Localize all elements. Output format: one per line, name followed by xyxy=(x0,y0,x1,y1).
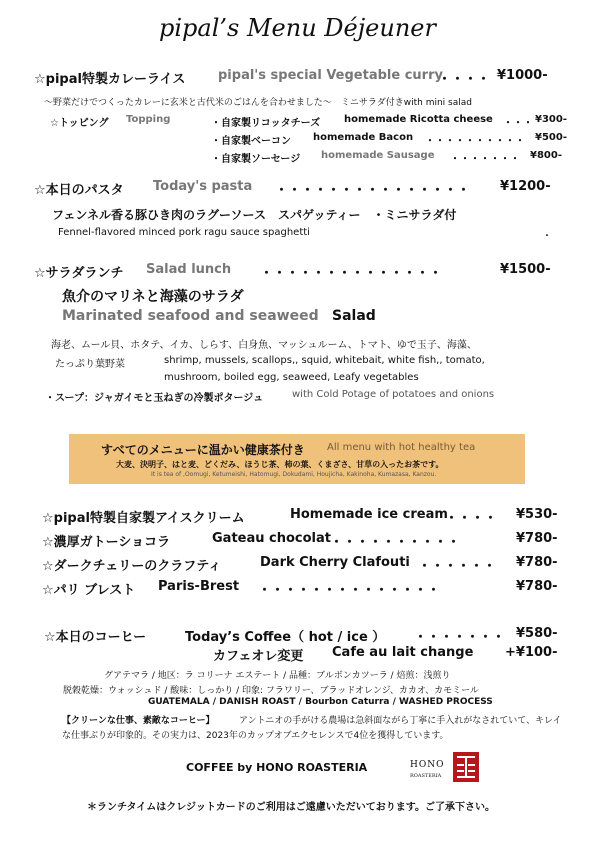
roaster-name: COFFEE by HONO ROASTERIA xyxy=(186,761,368,774)
footer-note: ＊ランチタイムはクレジットカードのご利用はご遠慮いただいております。ご了承下さい。 xyxy=(87,802,495,813)
cafe-au-lait-en: Cafe au lait change xyxy=(332,645,474,660)
salad-soup-jp: ・スープ：ジャガイモと玉ねぎの冷製ポタージュ xyxy=(45,393,264,404)
cafe-au-lait-jp: カフェオレ変更 xyxy=(213,649,304,664)
salad-ingredients-jp: 海老、ムール貝、ホタテ、イカ、しらす、白身魚、マッシュルーム、トマト、ゆで玉子、海藻、 xyxy=(51,340,477,351)
coffee-origin-en: GUATEMALA / DANISH ROAST / Bourbon Caturra / WASHED PROCESS xyxy=(148,697,493,707)
pasta-dish-en: Fennel-flavored minced pork ragu sauce spaghetti xyxy=(58,227,310,238)
logo-sub: ROASTERIA xyxy=(410,773,442,779)
curry-heading-en: pipal's special Vegetable curry xyxy=(218,68,443,83)
dessert-dots: ・・・・ xyxy=(445,511,498,526)
topping-jp: ・自家製ベーコン xyxy=(211,136,291,147)
topping-label: ☆トッピング xyxy=(50,118,109,129)
topping-en: homemade Bacon xyxy=(313,132,414,143)
topping-price: ¥500- xyxy=(535,132,567,143)
coffee-origin: 脱穀乾燥：ウォッシュド / 酸味：しっかり / 印象: フラワリー、ブラッドオレンジ、カカオ、カモミール xyxy=(63,686,479,696)
hono-roasteria-logo xyxy=(453,752,479,782)
menu-title: pipal’s Menu Déjeuner xyxy=(159,14,436,42)
cafe-au-lait-price: +¥100- xyxy=(505,645,558,660)
pasta-dot: ・ xyxy=(542,231,552,242)
dessert-jp: ☆濃厚ガトーショコラ xyxy=(42,535,171,550)
coffee-origin: グアテマラ / 地区：ラ コリーナ エステート / 品種：ブルボンカツーラ / 焙煎：浅煎り xyxy=(104,671,451,681)
salad-heading-en: Salad lunch xyxy=(146,262,232,277)
logo-word: HONO xyxy=(410,760,445,770)
topping-jp: ・自家製リコッタチーズ xyxy=(211,118,321,129)
dessert-jp: ☆pipal特製自家製アイスクリーム xyxy=(42,511,245,526)
dessert-price: ¥780- xyxy=(516,555,558,570)
curry-price: ¥1000- xyxy=(497,68,548,83)
pasta-dish-jp: フェンネル香る豚ひき肉のラグーソース スパゲッティー ・ミニサラダ付 xyxy=(52,208,457,222)
pasta-heading: ☆本日のパスタ xyxy=(34,183,124,198)
dessert-en: Homemade ice cream xyxy=(290,507,448,522)
coffee-heading: ☆本日のコーヒー xyxy=(44,630,147,645)
pasta-dots: ・・・・・・・・・・・・・・・ xyxy=(275,183,471,198)
topping-price: ¥300- xyxy=(535,114,567,125)
dessert-dots: ・・・・・・ xyxy=(418,559,497,574)
tea-banner-jp: すべてのメニューに温かい健康茶付き xyxy=(101,443,305,457)
tea-list-en: It is tea of ,Oomugi, Ketumeishi, Hatomugi, Dokudami, Houjicha, Kakinoha, Kumazasa, Kanzou. xyxy=(151,471,437,478)
dessert-dots: ・・・・・・・・・・ xyxy=(330,535,461,550)
coffee-note: な仕事ぶりが印象的。その実力は、2023年のカップオブエクセレンスで4位を獲得しています。 xyxy=(62,731,449,741)
topping-price: ¥800- xyxy=(530,150,562,161)
salad-ingredients-jp: たっぷり葉野菜 xyxy=(55,359,125,370)
dessert-dots: ・・・・・・・・・・・・・・ xyxy=(258,583,441,598)
dessert-price: ¥780- xyxy=(516,531,558,546)
salad-dots: ・・・・・・・・・・・・・・ xyxy=(260,266,443,281)
salad-ingredients-en: shrimp, mussels, scallops,, squid, whitebait, white fish,, tomato, xyxy=(164,355,485,366)
salad-soup-en: with Cold Potage of potatoes and onions xyxy=(292,389,495,400)
curry-dots: ・・・・ xyxy=(438,72,491,87)
topping-en: homemade Sausage xyxy=(321,150,435,161)
dessert-en: Dark Cherry Clafouti xyxy=(260,555,410,570)
dessert-jp: ☆ダークチェリーのクラフティ xyxy=(42,559,222,574)
curry-description: 〜野菜だけでつくったカレーに玄米と古代米のごはんを合わせました〜 ミニサラダ付きwith mini salad xyxy=(44,98,472,108)
pasta-price: ¥1200- xyxy=(500,179,551,194)
salad-dish-en: Marinated seafood and seaweed xyxy=(62,308,319,324)
tea-banner-en: All menu with hot healthy tea xyxy=(327,442,476,453)
curry-heading: ☆pipal特製カレーライス xyxy=(34,72,186,87)
coffee-note-title: 【クリーンな仕事、素敵なコーヒー】 xyxy=(62,716,215,726)
coffee-price: ¥580- xyxy=(516,626,558,641)
dessert-price: ¥780- xyxy=(516,579,558,594)
topping-jp: ・自家製ソーセージ xyxy=(211,154,301,165)
salad-ingredients-en: mushroom, boiled egg, seaweed, Leafy vegetables xyxy=(164,372,419,383)
coffee-dots: ・・・・・・・ xyxy=(414,630,506,645)
salad-dish-jp: 魚介のマリネと海藻のサラダ xyxy=(62,289,244,305)
topping-dots: ・・・・・・・・・・ xyxy=(425,136,525,147)
dessert-price: ¥530- xyxy=(516,507,558,522)
topping-dots: ・・・ xyxy=(503,118,533,129)
tea-list-jp: 大麦、決明子、はと麦、どくだみ、ほうじ茶、柿の葉、くまざさ、甘草の入ったお茶です。 xyxy=(116,460,444,469)
salad-dish-en-salad: Salad xyxy=(332,308,376,324)
salad-heading: ☆サラダランチ xyxy=(34,266,124,281)
dessert-jp: ☆パリ ブレスト xyxy=(42,583,136,598)
topping-label-en: Topping xyxy=(126,114,171,125)
topping-dots: ・・・・・・・ xyxy=(450,154,520,165)
salad-price: ¥1500- xyxy=(500,262,551,277)
dessert-en: Paris-Brest xyxy=(158,579,240,594)
coffee-heading-en: Today’s Coffee（ hot / ice ） xyxy=(185,630,386,645)
topping-en: homemade Ricotta cheese xyxy=(344,114,493,125)
coffee-note: アントニオの手がける農場は急斜面ながら丁寧に手入れがなされていて、キレイ xyxy=(239,716,562,726)
pasta-heading-en: Today's pasta xyxy=(153,179,253,194)
dessert-en: Gateau chocolat xyxy=(212,531,331,546)
